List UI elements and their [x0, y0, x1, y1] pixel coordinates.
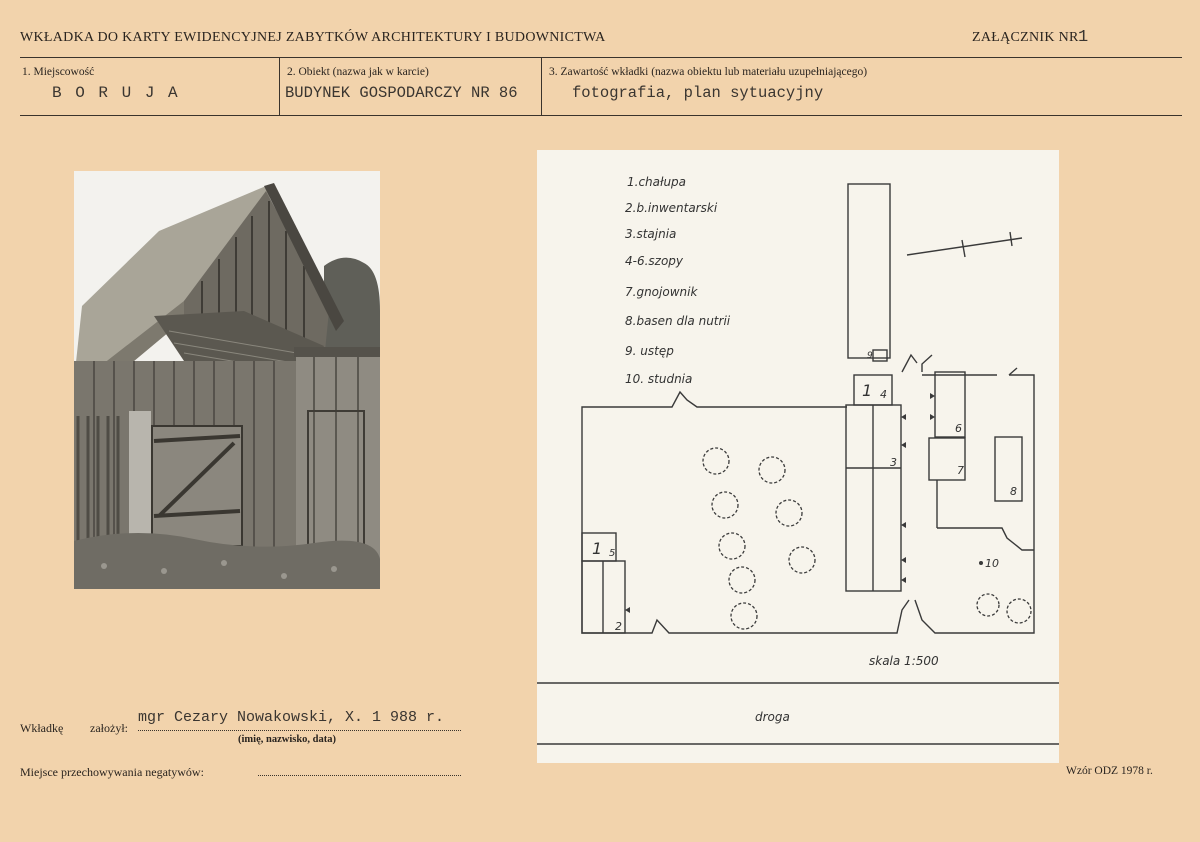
orchard-trees — [703, 448, 1031, 629]
attachment-number: 1 — [1078, 28, 1089, 47]
plan-label-8: 8 — [1010, 485, 1017, 498]
legend-item-3: 3.stajnia — [625, 227, 677, 241]
field-3-label: 3. Zawartość wkładki (nazwa obiektu lub materiału uzupełniającego) — [549, 66, 868, 78]
founder-hint: (imię, nazwisko, data) — [238, 734, 336, 745]
field-divider-1 — [279, 57, 280, 115]
plan-label-1b: 1 — [862, 381, 873, 400]
barn-photograph — [74, 171, 380, 589]
negatives-dotted-line — [258, 775, 461, 776]
legend-item-6: 8.basen dla nutrii — [625, 314, 731, 328]
plan-road-label: droga — [755, 710, 790, 724]
negatives-label: Miejsce przechowywania negatywów: — [20, 765, 204, 779]
legend-item-1: 1.chałupa — [627, 175, 687, 189]
plan-label-1: 1 — [592, 539, 603, 558]
plan-label-9: 9 — [867, 351, 873, 361]
founder-label-1: Wkładkę — [20, 721, 64, 735]
founder-value: mgr Cezary Nowakowski, X. 1 988 r. — [138, 709, 445, 726]
founder-label-2: założył: — [90, 721, 128, 735]
barn-photo-image — [74, 171, 380, 589]
plan-label-10: 10 — [985, 557, 999, 570]
situation-plan — [537, 150, 1059, 763]
field-2-value: BUDYNEK GOSPODARCZY NR 86 — [285, 84, 518, 102]
plan-drawing — [537, 150, 1059, 763]
legend-item-8: 10. studnia — [625, 372, 693, 386]
plan-label-7: 7 — [957, 464, 964, 477]
plan-label-6: 6 — [955, 422, 962, 435]
legend-item-5: 7.gnojownik — [625, 285, 698, 299]
header-rule-bottom — [20, 115, 1182, 116]
plan-label-5: 5 — [609, 548, 616, 559]
plan-label-4: 4 — [880, 388, 887, 401]
attachment-label: ZAŁĄCZNIK NR — [972, 30, 1079, 45]
field-2-label: 2. Obiekt (nazwa jak w karcie) — [287, 66, 429, 78]
plan-label-3: 3 — [890, 456, 897, 469]
plan-scale: skala 1:500 — [869, 654, 939, 668]
plan-label-2: 2 — [615, 620, 622, 633]
form-id: Wzór ODZ 1978 r. — [1066, 765, 1153, 777]
legend-item-4: 4-6.szopy — [625, 254, 684, 268]
field-3-value: fotografia, plan sytuacyjny — [572, 84, 824, 102]
founder-dotted-line — [138, 730, 461, 731]
header-rule-top — [20, 57, 1182, 58]
field-1-value: B O R U J A — [52, 84, 180, 102]
field-divider-2 — [541, 57, 542, 115]
form-title: WKŁADKA DO KARTY EWIDENCYJNEJ ZABYTKÓW ARCHITEKTURY I BUDOWNICTWA — [20, 30, 606, 45]
field-1-label: 1. Miejscowość — [22, 66, 95, 78]
legend-item-2: 2.b.inwentarski — [625, 201, 718, 215]
legend-item-7: 9. ustęp — [625, 344, 674, 358]
